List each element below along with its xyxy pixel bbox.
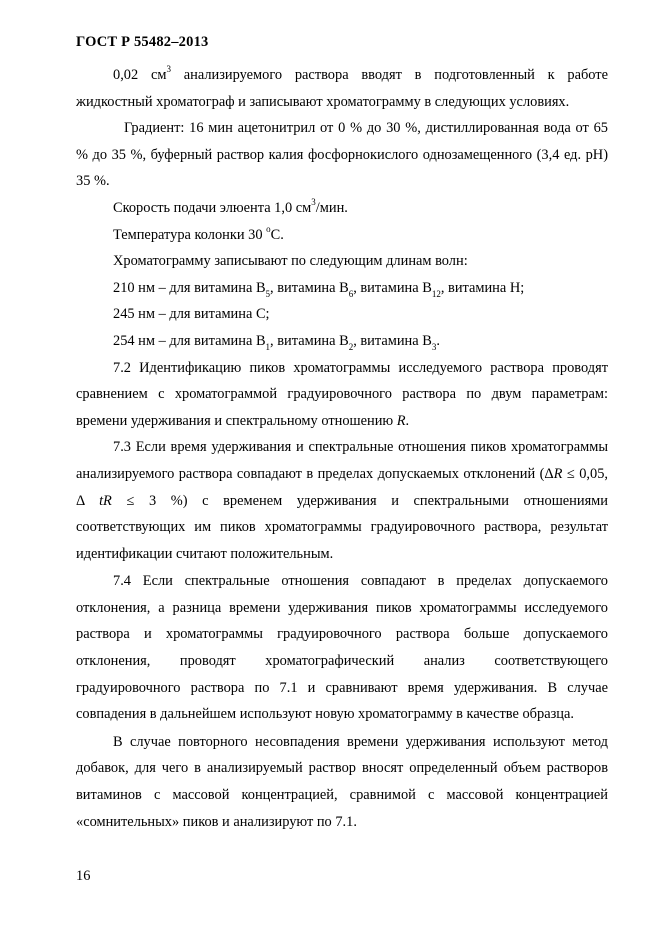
subscript: 6 [348, 288, 354, 299]
subscript: 12 [431, 288, 441, 299]
paragraph-wavelength-254 [76, 328, 608, 355]
paragraph-addition-method: В случае повторного несовпадения времени удерживания используют метод добавок, для чего в анализируемый раствор вносят определенный объем растворов витаминов с массовой концентрацией, сравнимой с массовой концентрацией «сомнительных» пиков и анализируют по 7.1. [76, 733, 608, 830]
paragraph-wavelength-210 [76, 275, 608, 302]
text-span: , витамина Н; [440, 279, 525, 296]
text-span: , витамина В [270, 279, 349, 296]
text-span: 7.3 Если время удерживания и спектральные отношения пиков хроматограммы анализируемого раствора совпадают в пределах допускаемых отклонений (Δ [76, 439, 608, 482]
italic-symbol: tR [99, 492, 112, 509]
text-span: . [436, 332, 440, 349]
text-span: ≤ 3 %) с временем удерживания и спектральными отношениями соответствующих им пиков хроматограммы градуировочного раствора, результат идентификации считают положительным. [76, 492, 608, 562]
paragraph-7-2 [76, 355, 608, 435]
subscript: 5 [265, 288, 271, 299]
page-number: 16 [76, 868, 91, 884]
superscript: 3 [311, 197, 316, 208]
text-span: . [405, 412, 410, 429]
paragraph-7-4: 7.4 Если спектральные отношения совпадают в пределах допускаемого отклонения, а разница времени удерживания пиков хроматограммы исследуемого раствора и хроматограммы градуировочного раствора больше допускаемого отклонения, проводят хроматографический анализ соответствующего градуировочного раствора по 7.1 и сравнивают время удерживания. В случае совпадения в дальнейшем используют новую хроматограмму в качестве образца. [76, 573, 608, 723]
text-span: 210 нм – для витамина В [113, 279, 266, 296]
text-span: 254 нм – для витамина В [113, 332, 266, 349]
paragraph-injection [76, 62, 608, 115]
paragraph-wavelengths-intro: Хроматограмму записывают по следующим длинам волн: [113, 253, 468, 270]
text-span: Скорость подачи элюента 1,0 см [113, 199, 312, 216]
text-span: 7.2 Идентификацию пиков хроматограммы исследуемого раствора проводят сравнением с хроматограммой градуировочного раствора по двум параметрам: времени удерживания и спектральному отношению [76, 359, 608, 429]
text-span: , витамина В [270, 332, 349, 349]
paragraph-flow-rate [76, 195, 608, 222]
text-span: , витамина В [353, 332, 432, 349]
text-span: С. [270, 226, 284, 243]
italic-symbol: R [553, 465, 563, 482]
document-header: ГОСТ Р 55482–2013 [76, 34, 209, 50]
paragraph-column-temperature [76, 222, 608, 249]
text-span: ≤ 0,05, Δ [76, 465, 608, 509]
text-span: Температура колонки 30 [113, 226, 267, 243]
text-span: 0,02 см [113, 67, 167, 83]
subscript: 2 [348, 341, 354, 352]
paragraph-gradient: Градиент: 16 мин ацетонитрил от 0 % до 30 %, дистиллированная вода от 65 % до 35 %, буферный раствор калия фосфорнокислого однозамещенного (3,4 ед. рН) 35 %. [76, 120, 608, 190]
subscript: 1 [265, 341, 271, 352]
subscript: 3 [431, 341, 437, 352]
paragraph-7-3 [76, 434, 608, 567]
text-span: /мин. [315, 199, 348, 216]
text-span: анализируемого раствора вводят в подготовленный к работе жидкостный хроматограф и записывают хроматограмму в следующих условиях. [76, 67, 608, 110]
text-span: , витамина В [353, 279, 432, 296]
paragraph-wavelength-245: 245 нм – для витамина С; [113, 306, 270, 323]
superscript: о [266, 223, 271, 234]
page-body [76, 62, 608, 835]
italic-symbol: R [396, 412, 406, 429]
superscript: 3 [166, 64, 171, 75]
